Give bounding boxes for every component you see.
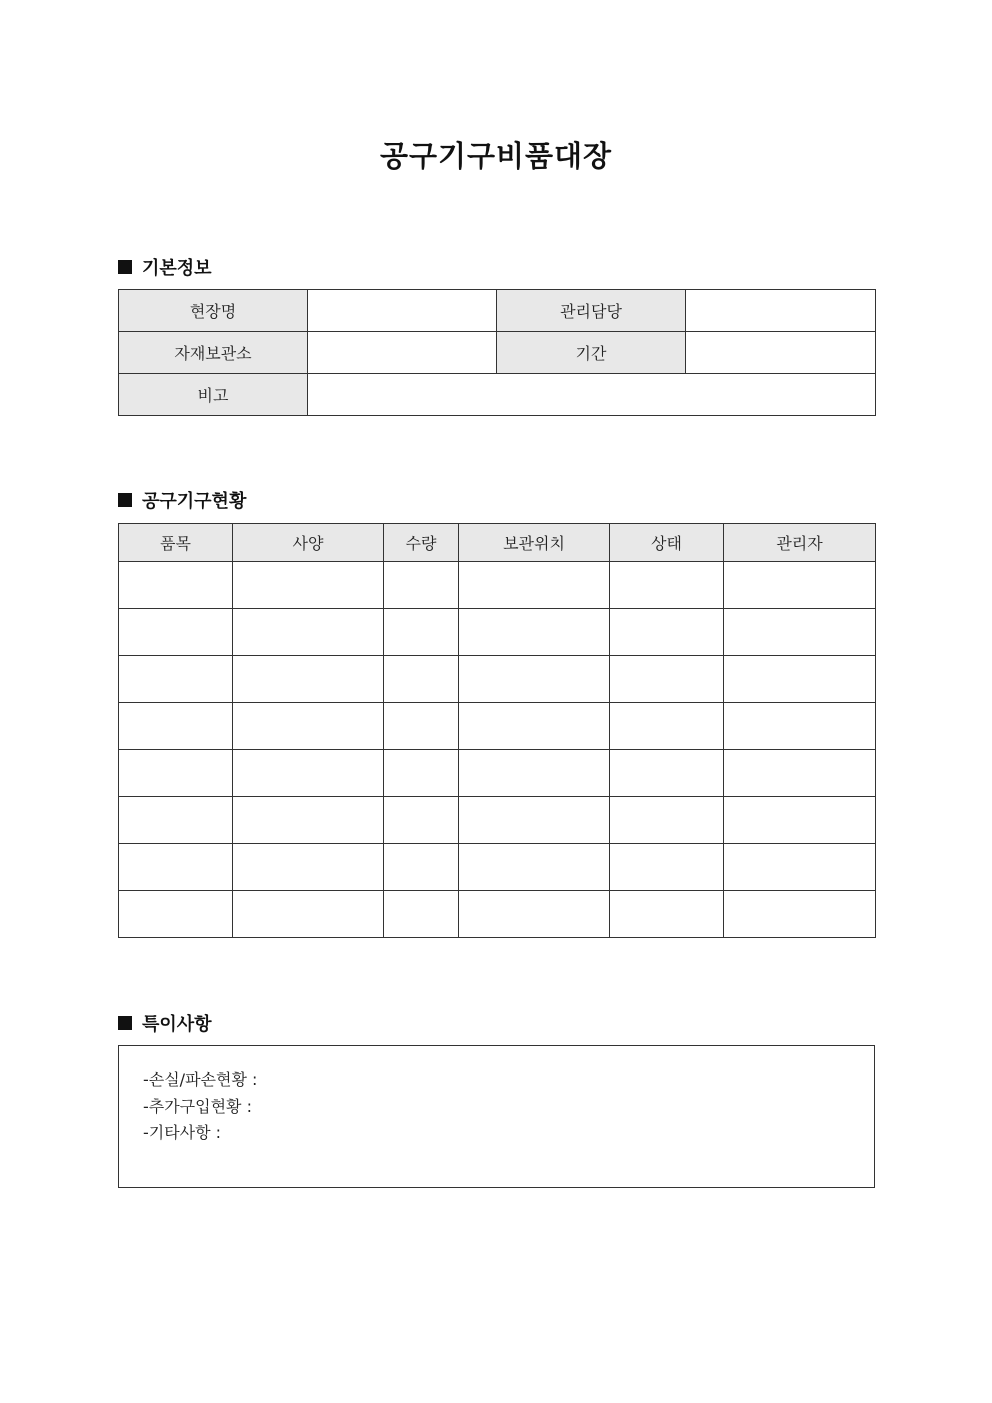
section-title: 기본정보 (142, 258, 212, 279)
table-cell[interactable] (233, 750, 384, 797)
table-cell[interactable] (119, 609, 233, 656)
table-row (119, 609, 876, 656)
column-header-quantity: 수량 (384, 524, 459, 562)
square-bullet-icon (118, 1016, 132, 1030)
table-cell[interactable] (724, 797, 876, 844)
table-cell[interactable] (610, 891, 724, 938)
site-field[interactable] (308, 290, 497, 332)
table-row (119, 656, 876, 703)
table-cell[interactable] (384, 797, 459, 844)
manager-label: 관리담당 (497, 290, 686, 332)
table-cell[interactable] (459, 844, 610, 891)
notes-box[interactable] (118, 1045, 875, 1188)
storage-field[interactable] (308, 332, 497, 374)
table-row (119, 797, 876, 844)
table-row (119, 562, 876, 609)
table-cell[interactable] (233, 891, 384, 938)
square-bullet-icon (118, 260, 132, 274)
column-header-status: 상태 (610, 524, 724, 562)
page-title: 공구기구비품대장 (379, 139, 613, 173)
table-cell[interactable] (119, 703, 233, 750)
section-title: 공구기구현황 (142, 491, 247, 512)
table-cell[interactable] (459, 891, 610, 938)
table-cell[interactable] (233, 703, 384, 750)
table-cell[interactable] (459, 750, 610, 797)
table-cell[interactable] (384, 562, 459, 609)
tools-table (118, 523, 876, 938)
table-cell[interactable] (610, 844, 724, 891)
section-heading-tools (118, 487, 246, 513)
table-cell[interactable] (384, 891, 459, 938)
table-cell[interactable] (459, 562, 610, 609)
table-cell[interactable] (724, 844, 876, 891)
period-label: 기간 (497, 332, 686, 374)
table-cell[interactable] (119, 562, 233, 609)
table-cell[interactable] (384, 750, 459, 797)
table-cell[interactable] (384, 844, 459, 891)
table-cell[interactable] (384, 656, 459, 703)
table-cell[interactable] (610, 750, 724, 797)
square-bullet-icon (118, 493, 132, 507)
table-row (119, 750, 876, 797)
column-header-spec: 사양 (233, 524, 384, 562)
table-cell[interactable] (119, 844, 233, 891)
table-cell[interactable] (459, 609, 610, 656)
table-cell[interactable] (724, 562, 876, 609)
loss-note: -손실/파손현황 : (143, 1070, 258, 1089)
table-cell[interactable] (233, 609, 384, 656)
table-cell[interactable] (233, 797, 384, 844)
table-row (119, 703, 876, 750)
table-cell[interactable] (233, 562, 384, 609)
table-cell[interactable] (119, 750, 233, 797)
table-cell[interactable] (724, 656, 876, 703)
column-header-item: 품목 (119, 524, 233, 562)
table-cell[interactable] (610, 656, 724, 703)
basic-info-table (118, 289, 876, 416)
manager-field[interactable] (686, 290, 876, 332)
table-cell[interactable] (610, 609, 724, 656)
section-heading-basic (118, 254, 212, 280)
table-row (119, 891, 876, 938)
table-cell[interactable] (610, 797, 724, 844)
table-cell[interactable] (119, 656, 233, 703)
column-header-location: 보관위치 (459, 524, 610, 562)
table-cell[interactable] (233, 656, 384, 703)
table-cell[interactable] (459, 656, 610, 703)
table-cell[interactable] (459, 797, 610, 844)
purchase-note: -추가구입현황 : (143, 1097, 252, 1116)
site-label: 현장명 (119, 290, 308, 332)
table-cell[interactable] (724, 750, 876, 797)
remarks-field[interactable] (308, 374, 876, 416)
column-header-manager: 관리자 (724, 524, 876, 562)
table-row (119, 844, 876, 891)
remarks-label: 비고 (119, 374, 308, 416)
other-note: -기타사항 : (143, 1123, 222, 1142)
table-cell[interactable] (724, 703, 876, 750)
section-heading-notes (118, 1010, 212, 1036)
table-cell[interactable] (384, 609, 459, 656)
table-cell[interactable] (724, 609, 876, 656)
storage-label: 자재보관소 (119, 332, 308, 374)
table-cell[interactable] (119, 797, 233, 844)
table-cell[interactable] (610, 703, 724, 750)
table-cell[interactable] (724, 891, 876, 938)
section-title: 특이사항 (142, 1014, 212, 1035)
table-cell[interactable] (459, 703, 610, 750)
period-field[interactable] (686, 332, 876, 374)
table-cell[interactable] (119, 891, 233, 938)
table-cell[interactable] (610, 562, 724, 609)
table-cell[interactable] (384, 703, 459, 750)
table-cell[interactable] (233, 844, 384, 891)
